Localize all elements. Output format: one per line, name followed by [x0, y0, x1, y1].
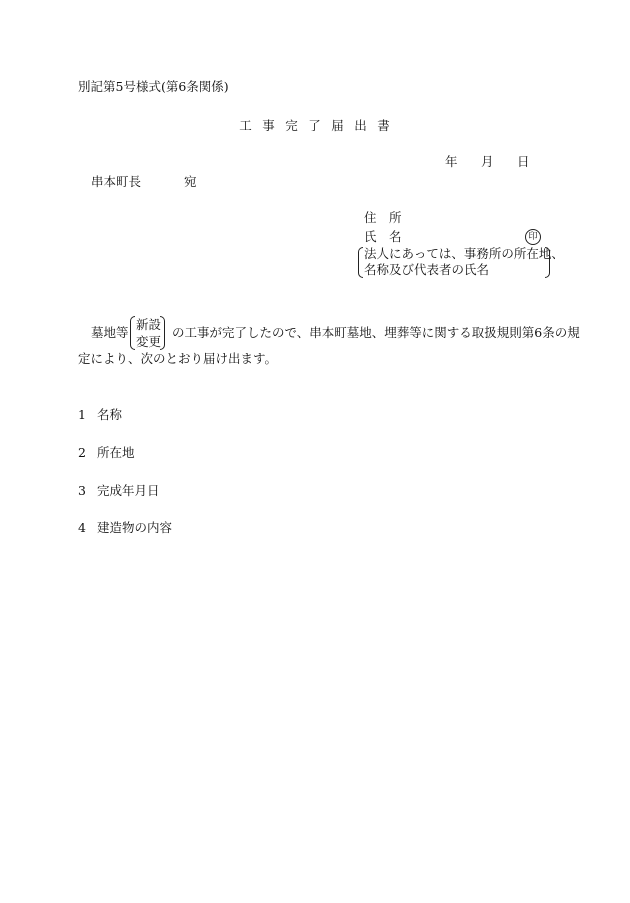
body-text-line1: の工事が完了したので、串本町墓地、埋葬等に関する取扱規則第6条の規: [172, 325, 580, 340]
name-label: 氏 名: [364, 229, 402, 244]
title-char: 書: [377, 118, 390, 133]
title-char: 出: [354, 118, 367, 133]
option-change: 変更: [136, 334, 162, 349]
addressee-suffix: 宛: [184, 174, 197, 189]
address-label: 住 所: [364, 210, 402, 225]
item-number: 2: [78, 445, 86, 460]
title-char: 工: [239, 118, 252, 133]
form-label: 別記第5号様式(第6条関係): [78, 79, 229, 94]
date-month: 月: [481, 154, 494, 169]
corporate-note-line1: 法人にあっては、事務所の所在地、: [364, 246, 564, 261]
date-year: 年: [445, 154, 458, 169]
addressee-name: 串本町長: [91, 174, 142, 189]
title-char: 届: [331, 118, 344, 133]
item-label: 完成年月日: [97, 483, 160, 498]
option-new: 新設: [136, 317, 162, 332]
option-bracket-left: [130, 316, 135, 350]
date-day: 日: [517, 154, 530, 169]
item-label: 所在地: [97, 445, 135, 460]
item-number: 4: [78, 520, 86, 535]
item-label: 名称: [97, 407, 123, 422]
corporate-note-line2: 名称及び代表者の氏名: [364, 262, 490, 277]
title-char: 事: [262, 118, 275, 133]
title-char: 了: [308, 118, 321, 133]
document-title: [234, 120, 395, 133]
option-bracket-right: [160, 316, 165, 350]
item-number: 3: [78, 483, 86, 498]
note-bracket-right: [545, 247, 550, 278]
body-text-line2: 定により、次のとおり届け出ます。: [78, 351, 278, 366]
item-number: 1: [78, 407, 86, 422]
title-char: 完: [285, 118, 298, 133]
note-bracket-left: [358, 247, 363, 278]
body-lead: 墓地等: [91, 325, 129, 340]
item-label: 建造物の内容: [97, 520, 173, 535]
seal-mark: 印: [525, 229, 541, 245]
